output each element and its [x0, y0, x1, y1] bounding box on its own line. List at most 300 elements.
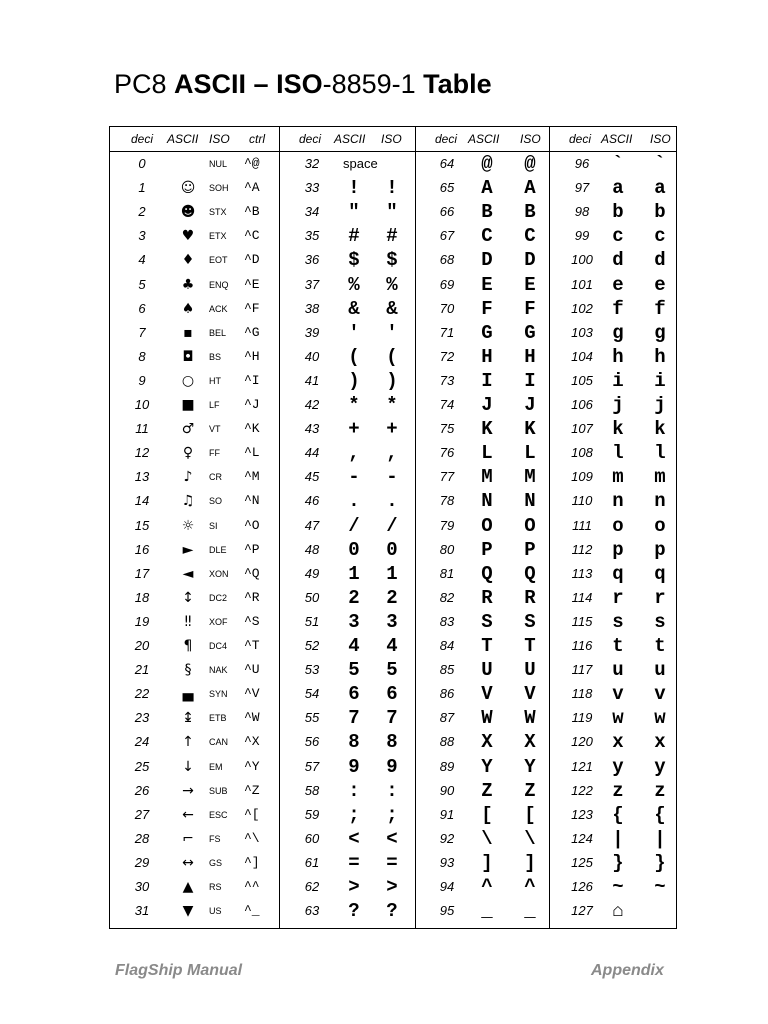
row-ascii-glyph: (	[348, 345, 360, 368]
title-dash: –	[246, 69, 277, 99]
header-ascii: ASCII	[468, 132, 500, 146]
row-ascii-glyph: "	[348, 201, 360, 224]
row-ascii-glyph: >	[348, 876, 360, 898]
row-iso-glyph: 4	[386, 635, 398, 657]
row-ascii-glyph: i	[612, 369, 624, 392]
row-iso-code: LF	[209, 400, 220, 410]
row-iso-code: NAK	[209, 665, 228, 676]
row-iso-glyph: B	[524, 201, 536, 224]
row-ascii-glyph: b	[612, 201, 624, 224]
row-deci: 35	[304, 228, 320, 244]
row-ascii-glyph: +	[348, 418, 360, 441]
row-ascii-glyph: W	[481, 707, 493, 730]
row-iso-glyph: l	[654, 442, 666, 465]
row-ctrl-key: ^Y	[244, 758, 260, 774]
row-deci: 102	[571, 300, 593, 316]
row-deci: 95	[439, 903, 455, 919]
row-deci: 96	[574, 156, 590, 171]
title-ascii: ASCII	[174, 69, 247, 99]
row-deci: 4	[138, 252, 146, 268]
row-ctrl-key: ^A	[244, 180, 260, 196]
row-ctrl-key: ^T	[244, 638, 260, 653]
row-deci: 109	[571, 469, 593, 485]
row-ascii-glyph: O	[481, 514, 493, 537]
row-ascii-glyph: v	[612, 683, 624, 706]
row-ascii-glyph: h	[612, 345, 624, 368]
row-deci: 47	[304, 517, 320, 533]
row-ascii-glyph: ?	[348, 900, 360, 923]
row-deci: 104	[571, 348, 593, 364]
row-ctrl-key: ^N	[244, 493, 260, 509]
row-ascii-glyph: ►	[182, 541, 194, 558]
row-deci: 52	[304, 638, 320, 653]
header-ctrl: ctrl	[249, 132, 265, 146]
row-iso-glyph: N	[524, 490, 536, 513]
row-deci: 94	[439, 879, 455, 894]
row-iso-glyph: I	[524, 369, 536, 392]
row-iso-glyph: 0	[386, 538, 398, 561]
row-ascii-glyph: <	[348, 827, 360, 850]
row-ascii-glyph: Q	[481, 562, 493, 585]
row-deci: 16	[134, 541, 150, 557]
row-ascii-glyph: ■	[181, 397, 195, 413]
row-ascii-glyph: :	[348, 779, 360, 802]
row-deci: 28	[134, 830, 150, 846]
row-iso-code: CAN	[209, 737, 229, 748]
row-iso-glyph: F	[524, 297, 536, 320]
row-ascii-glyph: T	[481, 635, 493, 657]
row-iso-glyph: <	[386, 827, 398, 850]
row-deci: 81	[439, 565, 455, 581]
row-deci: 27	[134, 806, 150, 822]
row-ascii-glyph: w	[612, 707, 624, 730]
row-ctrl-key: ^]	[244, 854, 260, 870]
row-deci: 86	[439, 686, 455, 702]
row-ascii-glyph: V	[481, 683, 493, 706]
header-iso: ISO	[209, 132, 230, 146]
row-ascii-glyph: Y	[481, 755, 493, 778]
row-ascii-glyph: ;	[348, 803, 360, 826]
row-ctrl-key: ^M	[244, 469, 260, 485]
row-ascii-glyph: ♪	[183, 469, 193, 486]
row-iso-glyph: A	[524, 177, 536, 200]
row-ctrl-key: ^@	[244, 156, 260, 171]
row-deci: 46	[304, 493, 320, 509]
row-iso-glyph: R	[524, 586, 536, 609]
row-iso-glyph: U	[524, 659, 536, 682]
row-deci: 112	[571, 541, 593, 557]
row-ascii-glyph: ○	[181, 372, 195, 389]
row-iso-glyph: _	[524, 900, 536, 923]
row-ctrl-key: ^[	[244, 806, 260, 822]
row-ctrl-key: ^^	[244, 879, 260, 894]
row-ascii-glyph: §	[184, 662, 192, 679]
row-deci: 58	[304, 782, 320, 798]
row-deci: 42	[304, 397, 320, 412]
row-iso-glyph: ,	[386, 442, 398, 465]
row-ascii-glyph: }	[612, 851, 624, 874]
row-ascii-glyph: ♣	[181, 276, 195, 293]
row-deci: 21	[134, 662, 150, 678]
row-deci: 119	[571, 710, 593, 726]
row-ascii-glyph: 9	[348, 755, 360, 778]
row-deci: 83	[439, 613, 455, 629]
row-deci: 34	[304, 204, 320, 220]
row-iso-glyph: w	[654, 707, 666, 730]
row-ascii-glyph: ⌂	[612, 900, 624, 923]
row-iso-glyph: ~	[654, 876, 666, 898]
row-iso-glyph: :	[386, 779, 398, 802]
row-iso-glyph: .	[386, 490, 398, 513]
row-iso-glyph: !	[386, 177, 398, 200]
row-deci: 41	[304, 372, 320, 388]
row-ascii-glyph: !	[348, 177, 360, 200]
header-ascii: ASCII	[334, 132, 366, 146]
row-ascii-glyph: 4	[348, 635, 360, 657]
row-iso-code: DLE	[209, 544, 227, 555]
row-deci: 5	[138, 276, 146, 292]
row-ascii-glyph: /	[348, 514, 360, 537]
row-deci: 66	[439, 204, 455, 220]
row-ascii-glyph: ↕	[182, 589, 194, 606]
row-deci: 15	[134, 517, 150, 533]
row-ascii-glyph: .	[348, 490, 360, 513]
row-deci: 98	[574, 204, 590, 220]
row-ascii-glyph: ⌐	[182, 830, 194, 847]
row-iso-glyph: -	[386, 466, 398, 489]
row-iso-glyph: s	[654, 610, 666, 633]
row-iso-glyph: 5	[386, 659, 398, 682]
row-ctrl-key: ^B	[244, 204, 260, 220]
row-ascii-glyph: ♦	[181, 252, 195, 269]
row-iso-code: ETB	[209, 713, 227, 724]
row-deci: 114	[571, 589, 593, 605]
row-iso-code: STX	[209, 207, 227, 218]
row-deci: 26	[134, 782, 150, 798]
row-deci: 89	[439, 758, 455, 774]
row-ascii-glyph: ◘	[182, 348, 194, 365]
row-ascii-glyph: 5	[348, 659, 360, 682]
row-ascii-glyph: R	[481, 586, 493, 609]
row-iso-glyph: '	[386, 321, 398, 344]
row-deci: 100	[571, 252, 593, 268]
row-iso-glyph: /	[386, 514, 398, 537]
row-iso-code: DC4	[209, 641, 228, 651]
row-ascii-glyph: e	[612, 273, 624, 296]
row-ascii-glyph: y	[612, 755, 624, 778]
row-iso-code: GS	[209, 857, 223, 868]
row-deci: 107	[571, 421, 593, 437]
row-deci: 20	[134, 638, 150, 653]
row-iso-glyph: d	[654, 249, 666, 272]
row-iso-glyph: Y	[524, 755, 536, 778]
row-iso-code: FS	[209, 833, 221, 844]
panel-divider-3	[549, 127, 550, 928]
row-ascii-glyph: j	[612, 394, 624, 416]
row-ascii-glyph: a	[612, 177, 624, 200]
row-ascii-glyph: m	[612, 466, 624, 489]
row-iso-glyph: V	[524, 683, 536, 706]
row-deci: 23	[134, 710, 150, 726]
row-iso-glyph: G	[524, 321, 536, 344]
row-deci: 33	[304, 180, 320, 196]
row-deci: 19	[134, 613, 150, 629]
row-deci: 76	[439, 445, 455, 461]
row-ascii-glyph: f	[612, 297, 624, 320]
row-deci: 77	[439, 469, 455, 485]
row-ascii-glyph: ↨	[182, 710, 194, 727]
row-deci: 36	[304, 252, 320, 268]
row-deci: 38	[304, 300, 320, 316]
row-ascii-glyph: 0	[348, 538, 360, 561]
row-iso-glyph: T	[524, 635, 536, 657]
row-deci: 106	[571, 397, 593, 412]
row-deci: 2	[138, 204, 146, 220]
row-iso-glyph: *	[386, 394, 398, 416]
row-iso-code: SUB	[209, 785, 228, 796]
row-ascii-glyph: *	[348, 394, 360, 416]
row-ctrl-key: ^Q	[244, 565, 260, 581]
row-deci: 103	[571, 324, 593, 340]
row-deci: 111	[572, 517, 592, 533]
row-deci: 31	[134, 903, 150, 919]
row-iso-code: BEL	[209, 327, 227, 338]
row-iso-code: RS	[209, 882, 222, 892]
row-iso-code: SO	[209, 496, 223, 507]
row-ascii-glyph: C	[481, 225, 493, 248]
title-pc8: PC8	[114, 69, 175, 99]
row-ascii-glyph: )	[348, 369, 360, 392]
row-ascii-glyph: G	[481, 321, 493, 344]
row-ascii-glyph: g	[612, 321, 624, 344]
row-ascii-glyph: p	[612, 538, 624, 561]
row-iso-glyph: e	[654, 273, 666, 296]
row-ascii-glyph: Z	[481, 779, 493, 802]
footer-manual-title: FlagShip Manual	[115, 962, 243, 979]
row-iso-glyph: z	[654, 779, 666, 802]
row-deci: 48	[304, 541, 320, 557]
row-ascii-glyph: ♥	[181, 228, 195, 245]
row-ascii-glyph: D	[481, 249, 493, 272]
row-ctrl-key: ^H	[244, 348, 260, 364]
header-iso: ISO	[381, 132, 402, 146]
row-ascii-glyph: $	[348, 249, 360, 272]
row-deci: 32	[304, 156, 320, 171]
row-ascii-glyph: 7	[348, 707, 360, 730]
row-ascii-glyph: K	[481, 418, 493, 441]
row-iso-code: DC2	[209, 592, 228, 603]
row-deci: 0	[138, 156, 146, 171]
row-deci: 53	[304, 662, 320, 678]
row-ctrl-key: ^G	[244, 324, 260, 340]
row-ascii-glyph: H	[481, 345, 493, 368]
row-ascii-glyph: F	[481, 297, 493, 320]
row-ascii-glyph: ,	[348, 442, 360, 465]
row-ascii-glyph: r	[612, 586, 624, 609]
row-ascii-glyph: B	[481, 201, 493, 224]
row-ctrl-key: ^Z	[244, 782, 260, 798]
row-deci: 61	[304, 854, 320, 870]
row-iso-glyph: n	[654, 490, 666, 513]
row-iso-glyph: ^	[524, 876, 536, 898]
row-iso-glyph: x	[654, 731, 666, 754]
row-deci: 71	[439, 324, 455, 340]
row-ctrl-key: ^S	[244, 613, 260, 629]
row-iso-glyph: E	[524, 273, 536, 296]
row-iso-glyph: C	[524, 225, 536, 248]
row-iso-glyph: r	[654, 586, 666, 609]
row-ascii-glyph: N	[481, 490, 493, 513]
row-deci: 62	[304, 879, 320, 894]
row-deci: 120	[571, 734, 593, 750]
row-iso-code: FF	[209, 448, 220, 459]
row-ascii-glyph: q	[612, 562, 624, 585]
row-deci: 126	[571, 879, 593, 894]
row-deci: 99	[574, 228, 590, 244]
row-deci: 45	[304, 469, 320, 485]
row-iso-code: SYN	[209, 689, 228, 700]
header-iso: ISO	[520, 132, 541, 146]
row-ctrl-key: ^J	[244, 397, 260, 412]
row-deci: 125	[571, 854, 593, 870]
row-iso-code: CR	[209, 472, 222, 483]
row-ascii-glyph	[173, 152, 203, 176]
row-deci: 8	[138, 348, 146, 364]
row-deci: 6	[138, 300, 146, 316]
row-ascii-glyph: ←	[182, 806, 194, 823]
row-deci: 91	[439, 806, 455, 822]
row-iso-code: EOT	[209, 255, 228, 266]
row-ascii-glyph: 1	[348, 562, 360, 585]
row-ascii-glyph: 3	[348, 610, 360, 633]
row-iso-glyph: t	[654, 635, 666, 657]
row-deci: 105	[571, 372, 593, 388]
row-iso-glyph: %	[386, 273, 398, 296]
row-iso-glyph: S	[524, 610, 536, 633]
row-deci: 37	[304, 276, 320, 292]
row-deci: 55	[304, 710, 320, 726]
row-ascii-glyph: 8	[348, 731, 360, 754]
row-deci: 59	[304, 806, 320, 822]
row-deci: 67	[439, 228, 455, 244]
row-iso-glyph: 2	[386, 586, 398, 609]
row-iso-glyph: #	[386, 225, 398, 248]
row-ctrl-key: ^I	[244, 372, 260, 388]
row-iso-glyph: b	[654, 201, 666, 224]
row-ascii-glyph: ‼	[184, 613, 192, 630]
row-iso-code: ENQ	[209, 279, 229, 290]
row-deci: 39	[304, 324, 320, 340]
header-deci: deci	[131, 132, 154, 146]
row-ascii-glyph: ~	[612, 876, 624, 898]
title-iso: ISO	[276, 69, 323, 99]
row-ascii-glyph: u	[612, 659, 624, 682]
row-deci: 56	[304, 734, 320, 750]
panel-divider-1	[279, 127, 280, 928]
row-iso-glyph: P	[524, 538, 536, 561]
row-ascii-glyph: o	[612, 514, 624, 537]
row-iso-glyph: Q	[524, 562, 536, 585]
row-ascii-glyph: ↔	[182, 854, 194, 871]
row-deci: 65	[439, 180, 455, 196]
row-iso-glyph: 9	[386, 755, 398, 778]
row-ascii-glyph: =	[348, 851, 360, 874]
row-ascii-glyph: `	[612, 153, 624, 175]
row-ascii-glyph: '	[348, 321, 360, 344]
row-iso-glyph: @	[524, 153, 536, 175]
row-deci: 7	[138, 324, 146, 340]
row-iso-code: ESC	[209, 809, 228, 820]
row-ascii-glyph: P	[481, 538, 493, 561]
row-deci: 124	[571, 830, 593, 846]
row-iso-glyph	[375, 152, 409, 176]
row-deci: 79	[439, 517, 455, 533]
row-iso-glyph: u	[654, 659, 666, 682]
row-deci: 11	[135, 421, 149, 437]
row-ctrl-key: ^R	[244, 589, 260, 605]
row-deci: 49	[304, 565, 320, 581]
row-ascii-glyph: ↓	[182, 758, 194, 775]
row-deci: 80	[439, 541, 455, 557]
row-deci: 43	[304, 421, 320, 437]
row-deci: 40	[304, 348, 320, 364]
row-iso-code: US	[209, 906, 222, 917]
ascii-table	[109, 126, 677, 929]
row-deci: 101	[571, 276, 593, 292]
row-iso-glyph: ]	[524, 851, 536, 874]
row-deci: 84	[439, 638, 455, 653]
row-deci: 14	[134, 493, 150, 509]
row-iso-glyph: j	[654, 394, 666, 416]
row-ascii-glyph: space	[343, 156, 378, 171]
row-deci: 51	[304, 613, 320, 629]
row-iso-glyph: [	[524, 803, 536, 826]
row-iso-glyph: )	[386, 369, 398, 392]
row-ascii-glyph: t	[612, 635, 624, 657]
row-ascii-glyph: {	[612, 803, 624, 826]
row-deci: 117	[571, 662, 593, 678]
row-ascii-glyph: n	[612, 490, 624, 513]
row-iso-glyph: 1	[386, 562, 398, 585]
row-iso-glyph: k	[654, 418, 666, 441]
row-ctrl-key: ^P	[244, 541, 260, 557]
row-iso-glyph: =	[386, 851, 398, 874]
row-iso-code: XON	[209, 568, 229, 579]
row-ascii-glyph: ^	[481, 876, 493, 898]
row-iso-glyph: p	[654, 538, 666, 561]
row-deci: 3	[138, 228, 146, 244]
row-ctrl-key: ^F	[244, 300, 260, 316]
row-iso-glyph	[642, 899, 678, 923]
title-table: Table	[423, 69, 492, 99]
row-iso-code: ETX	[209, 231, 227, 242]
row-iso-glyph: }	[654, 851, 666, 874]
row-ascii-glyph: %	[348, 273, 360, 296]
row-deci: 113	[571, 565, 593, 581]
row-deci: 87	[439, 710, 455, 726]
row-ctrl-key: ^E	[244, 276, 260, 292]
row-ascii-glyph: ☻	[180, 204, 196, 221]
row-deci: 69	[439, 276, 455, 292]
row-deci: 116	[571, 638, 593, 653]
row-iso-glyph: $	[386, 249, 398, 272]
row-ascii-glyph: 2	[348, 586, 360, 609]
row-iso-glyph: X	[524, 731, 536, 754]
row-ascii-glyph: &	[348, 297, 360, 320]
row-ascii-glyph: M	[481, 466, 493, 489]
row-ascii-glyph: J	[481, 394, 493, 416]
row-iso-glyph: (	[386, 345, 398, 368]
